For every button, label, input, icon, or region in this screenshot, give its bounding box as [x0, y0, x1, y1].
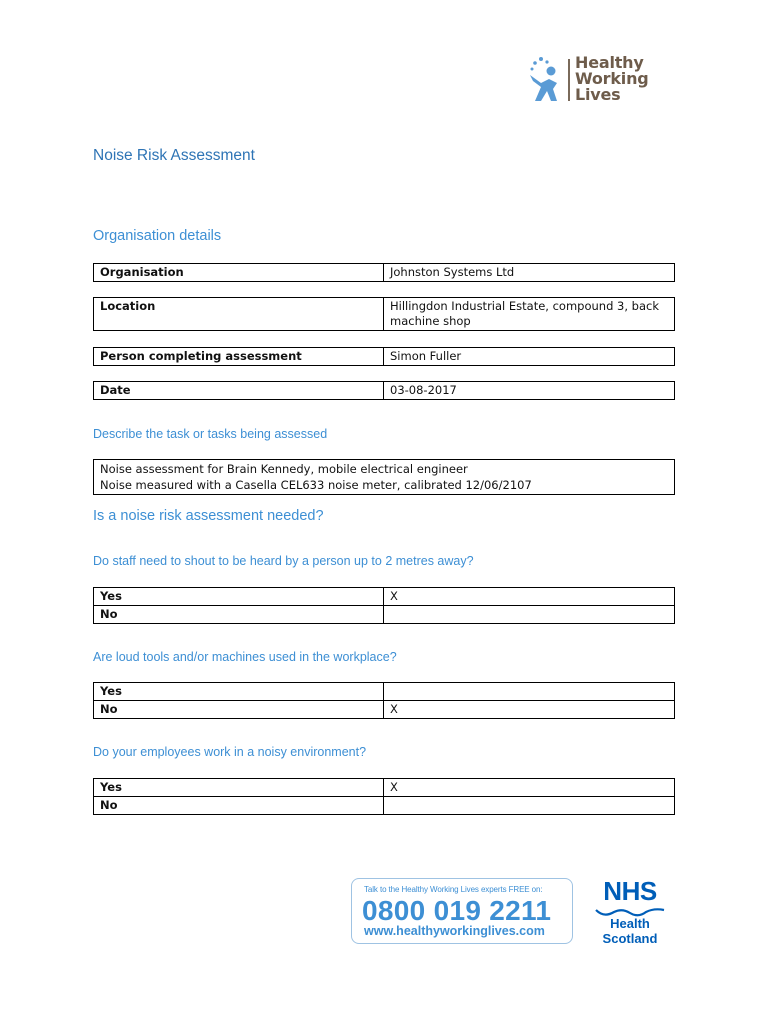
- yes-mark: X: [384, 588, 675, 606]
- location-value: Hillingdon Industrial Estate, compound 3, back machine shop: [384, 298, 675, 331]
- task-description: [94, 460, 675, 495]
- logo-line-1: Healthy: [575, 53, 644, 72]
- organisation-label: Organisation: [94, 264, 384, 282]
- date-value: 03-08-2017: [384, 382, 675, 400]
- table-row: [94, 701, 675, 719]
- table-row: [94, 298, 675, 331]
- task-table: [93, 459, 675, 495]
- person-figure-icon: [527, 55, 565, 105]
- no-mark: X: [384, 701, 675, 719]
- table-row: [94, 460, 675, 495]
- table-row: [94, 264, 675, 282]
- location-table: [93, 297, 675, 331]
- scotland-line: Scotland: [602, 931, 658, 946]
- helpline-box: [351, 878, 573, 944]
- logo-line-3: Lives: [575, 85, 621, 104]
- helpline-number: 0800 019 2211: [362, 895, 552, 926]
- health-scotland-text: [588, 916, 672, 946]
- table-row: [94, 588, 675, 606]
- table-row: [94, 382, 675, 400]
- yes-label: Yes: [94, 588, 384, 606]
- no-mark: [384, 797, 675, 815]
- task-line-1: Noise assessment for Brain Kennedy, mobile electrical engineer: [100, 462, 468, 476]
- organisation-table: [93, 263, 675, 282]
- question-3-text: Do your employees work in a noisy environment?: [93, 745, 367, 759]
- yes-label: Yes: [94, 683, 384, 701]
- logo-wordmark: [575, 55, 649, 103]
- question-1-text: Do staff need to shout to be heard by a person up to 2 metres away?: [93, 554, 474, 568]
- table-row: [94, 606, 675, 624]
- location-label: Location: [94, 298, 384, 331]
- table-row: [94, 779, 675, 797]
- table-row: [94, 683, 675, 701]
- healthy-working-lives-logo: [527, 55, 677, 105]
- yes-label: Yes: [94, 779, 384, 797]
- logo-line-2: Working: [575, 69, 649, 88]
- table-row: [94, 348, 675, 366]
- question-1-table: [93, 587, 675, 624]
- nhs-wordmark: NHS: [603, 876, 657, 906]
- no-label: No: [94, 701, 384, 719]
- person-value: Simon Fuller: [384, 348, 675, 366]
- helpline-caption: Talk to the Healthy Working Lives experts FREE on:: [364, 885, 543, 894]
- table-row: [94, 797, 675, 815]
- person-table: [93, 347, 675, 366]
- question-3-table: [93, 778, 675, 815]
- no-label: No: [94, 606, 384, 624]
- health-line: Health: [610, 916, 650, 931]
- yes-mark: [384, 683, 675, 701]
- question-2-table: [93, 682, 675, 719]
- organisation-heading: Organisation details: [93, 228, 222, 244]
- nhs-health-scotland-logo: [588, 876, 672, 948]
- date-label: Date: [94, 382, 384, 400]
- task-heading: Describe the task or tasks being assessed: [93, 427, 328, 441]
- yes-mark: X: [384, 779, 675, 797]
- website-link: www.healthyworkinglives.com: [364, 924, 545, 938]
- page-title: Noise Risk Assessment: [93, 147, 255, 164]
- no-label: No: [94, 797, 384, 815]
- logo-divider: [568, 59, 570, 101]
- no-mark: [384, 606, 675, 624]
- task-line-2: Noise measured with a Casella CEL633 noise meter, calibrated 12/06/2107: [100, 478, 532, 492]
- date-table: [93, 381, 675, 400]
- person-label: Person completing assessment: [94, 348, 384, 366]
- needed-heading: Is a noise risk assessment needed?: [93, 508, 324, 524]
- question-2-text: Are loud tools and/or machines used in the workplace?: [93, 650, 397, 664]
- organisation-value: Johnston Systems Ltd: [384, 264, 675, 282]
